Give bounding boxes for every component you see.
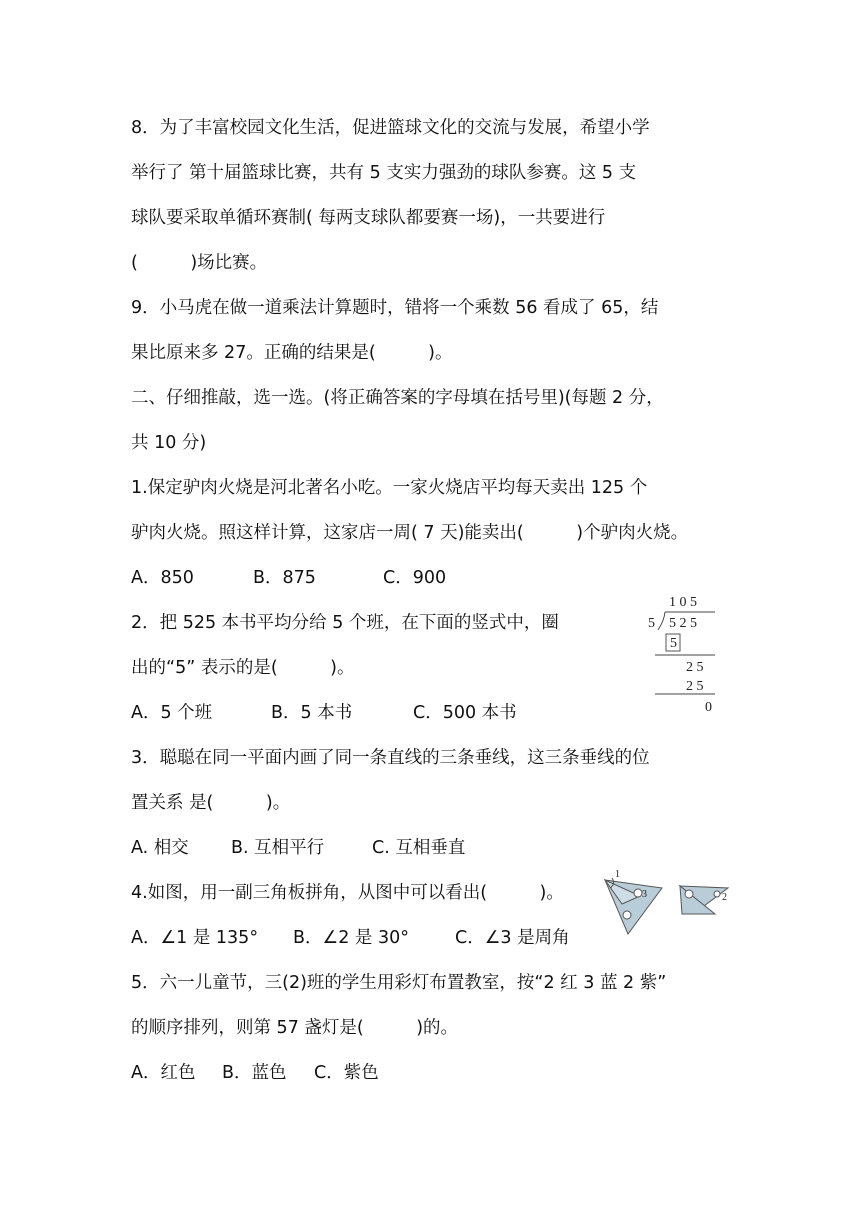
q8-line-1: 8．为了丰富校园文化生活，促进篮球文化的交流与发展，希望小学 [131,118,650,138]
c2-option-b: B．5 本书 [271,703,353,723]
angle-label-2: 2 [722,892,727,903]
triangle-ruler-figure [600,866,730,936]
c4-option-a: A．∠1 是 135° [131,928,259,948]
long-division-figure [645,590,725,718]
division-step-3: 2 5 [686,679,704,694]
c2-option-c: C．500 本书 [413,703,517,723]
c5-option-b: B．蓝色 [222,1063,287,1083]
c2-option-a: A．5 个班 [131,703,213,723]
c2-line-1: 2．把 525 本书平均分给 5 个班，在下面的竖式中，圈 [131,613,559,633]
c1-line-2: 驴肉火烧。照这样计算，这家店一周( 7 天)能卖出( )个驴肉火烧。 [131,523,689,543]
section-2-heading-cont: 共 10 分) [131,433,207,453]
c1-line-1: 1.保定驴肉火烧是河北著名小吃。一家火烧店平均每天卖出 125 个 [131,478,648,498]
division-dividend: 5 2 5 [669,616,697,631]
q8-line-3: 球队要采取单循环赛制( 每两支球队都要赛一场)，一共要进行 [131,208,606,228]
c5-line-1: 5．六一儿童节，三(2)班的学生用彩灯布置教室，按“2 红 3 蓝 2 紫” [131,973,667,993]
c5-option-c: C．紫色 [314,1063,379,1083]
c3-line-2: 置关系 是( )。 [131,793,291,813]
q8-line-4: ( )场比赛。 [131,253,268,273]
c5-line-2: 的顺序排列，则第 57 盏灯是( )的。 [131,1018,459,1038]
c5-option-a: A．红色 [131,1063,196,1083]
q9-line-2: 果比原来多 27。正确的结果是( )。 [131,343,453,363]
c3-line-1: 3．聪聪在同一平面内画了同一条直线的三条垂线，这三条垂线的位 [131,748,650,768]
angle-label-3: 3 [642,889,647,900]
c3-option-c: C. 互相垂直 [372,838,466,858]
division-step-2: 2 5 [686,660,704,675]
division-divisor: 5 [648,616,655,631]
c1-option-b: B．875 [253,568,316,588]
division-quotient: 1 0 5 [669,595,697,610]
c4-option-b: B．∠2 是 30° [293,928,409,948]
c1-option-c: C．900 [383,568,447,588]
division-remainder: 0 [705,700,712,715]
q9-line-1: 9．小马虎在做一道乘法计算题时，错将一个乘数 56 看成了 65，结 [131,298,659,318]
c4-option-c: C．∠3 是周角 [455,928,570,948]
section-2-heading: 二、仔细推敲，选一选。(将正确答案的字母填在括号里)(每题 2 分， [131,388,664,408]
division-step-1: 5 [670,636,677,651]
c1-option-a: A．850 [131,568,194,588]
q8-line-2: 举行了 第十届篮球比赛，共有 5 支实力强劲的球队参赛。这 5 支 [131,163,637,183]
c4-line-1: 4.如图，用一副三角板拼角，从图中可以看出( )。 [131,883,564,903]
c3-option-b: B. 互相平行 [231,838,325,858]
c2-line-2: 出的“5” 表示的是( )。 [131,658,355,678]
angle-label-1: 1 [615,869,620,880]
c3-option-a: A. 相交 [131,838,189,858]
